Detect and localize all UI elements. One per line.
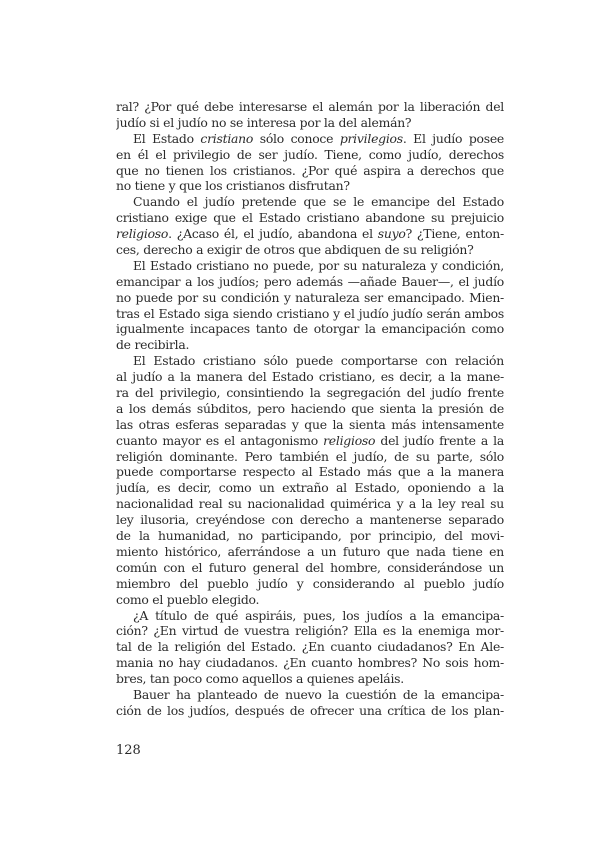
text-line [116, 369, 504, 385]
text-span: no puede por su condición y naturaleza ser emancipado. Mien- [116, 289, 504, 305]
text-line [116, 496, 504, 512]
text-span: ces, derecho a exigir de otros que abdiquen de su religión? [116, 242, 474, 258]
text-line [116, 194, 504, 210]
italic-text: suyo [377, 226, 406, 242]
text-span: como el pueblo elegido. [116, 591, 260, 607]
text-line [116, 385, 504, 401]
text-span: El Estado cristiano no puede, por su naturaleza y condición, [133, 257, 504, 273]
text-span: que no tienen los cristianos. ¿Por qué aspira a derechos que [116, 162, 504, 178]
text-span: al judío a la manera del Estado cristiano, es decir, a la mane- [116, 369, 504, 385]
text-line [116, 480, 504, 496]
italic-text: privilegios [339, 130, 403, 146]
body-text [116, 99, 504, 719]
text-span: judío si el judío no se interesa por la del alemán? [116, 114, 412, 130]
text-span: Cuando el judío pretende que se le emancipe del Estado [133, 194, 504, 210]
text-line [116, 131, 504, 147]
text-line [116, 258, 504, 274]
text-span: a los demás súbditos, pero haciendo que sienta la presión de [116, 400, 504, 416]
text-line [116, 226, 504, 242]
text-line [116, 576, 504, 592]
text-line [116, 592, 504, 608]
text-span: ra del privilegio, consintiendo la segregación del judío frente [116, 385, 504, 401]
text-span: igualmente incapaces tanto de otorgar la emancipación como [116, 321, 504, 337]
text-line [116, 655, 504, 671]
text-span: Bauer ha planteado de nuevo la cuestión de la emancipa- [133, 686, 504, 702]
text-line [116, 337, 504, 353]
italic-text: religioso [323, 432, 376, 448]
text-span: ley ilusoria, creyéndose con derecho a mantenerse separado [116, 512, 504, 528]
text-span: sólo conoce [253, 130, 340, 146]
text-span: del judío frente a la [375, 432, 504, 448]
text-span: común con el futuro general del hombre, considerándose un [116, 559, 504, 575]
text-line [116, 512, 504, 528]
text-span: ral? ¿Por qué debe interesarse el alemán por la liberación del [116, 99, 504, 114]
text-span: ¿A título de qué aspiráis, pues, los judíos a la emancipa- [133, 607, 504, 623]
text-line [116, 242, 504, 258]
text-line [116, 163, 504, 179]
text-span: El Estado [133, 130, 201, 146]
text-line [116, 147, 504, 163]
text-line [116, 560, 504, 576]
text-span: miembro del pueblo judío y considerando al pueblo judío [116, 575, 504, 591]
text-span: . ¿Acaso él, el judío, abandona el [168, 226, 378, 242]
text-span: tras el Estado siga siendo cristiano y el judío judío serán ambos [116, 305, 504, 321]
text-span: no tiene y que los cristianos disfrutan? [116, 178, 350, 194]
italic-text: cristiano [200, 130, 254, 146]
text-line [116, 353, 504, 369]
text-span: de recibirla. [116, 337, 190, 353]
text-line [116, 671, 504, 687]
text-span: ? ¿Tiene, enton- [405, 226, 504, 242]
text-span: de la humanidad, no participando, por principio, del movi- [116, 528, 504, 544]
text-line [116, 274, 504, 290]
text-line [116, 306, 504, 322]
text-span: emancipar a los judíos; pero además —añade Bauer—, el judío [116, 273, 504, 289]
text-span: en él el privilegio de ser judío. Tiene, como judío, derechos [116, 146, 504, 162]
page-number: 128 [116, 743, 141, 758]
text-line [116, 210, 504, 226]
text-line [116, 464, 504, 480]
text-line [116, 321, 504, 337]
text-line [116, 639, 504, 655]
text-span: cristiano exige que el Estado cristiano abandone su prejuicio [116, 210, 504, 226]
text-span: las otras esferas separadas y que la sienta más intensamente [116, 416, 504, 432]
text-line [116, 528, 504, 544]
text-line [116, 433, 504, 449]
text-line [116, 449, 504, 465]
italic-text: religioso [116, 226, 169, 242]
text-line [116, 99, 504, 115]
text-span: mania no hay ciudadanos. ¿En cuanto hombres? No sois hom- [116, 655, 504, 671]
text-line [116, 623, 504, 639]
text-line [116, 401, 504, 417]
text-line [116, 178, 504, 194]
text-span: religión dominante. Pero también el judío, de su parte, sólo [116, 448, 504, 464]
text-span: puede comportarse respecto al Estado más que a la manera [116, 464, 504, 480]
text-span: El Estado cristiano sólo puede comportarse con relación [133, 353, 504, 369]
text-line [116, 544, 504, 560]
text-span: cuanto mayor es el antagonismo [116, 432, 324, 448]
text-span: bres, tan poco como aquellos a quienes apeláis. [116, 671, 404, 687]
text-span: ción de los judíos, después de ofrecer una crítica de los plan- [116, 702, 504, 718]
text-line [116, 703, 504, 719]
text-span: ción? ¿En virtud de vuestra religión? Ella es la enemiga mor- [116, 623, 504, 639]
text-line [116, 115, 504, 131]
text-line [116, 687, 504, 703]
text-span: . El judío posee [402, 130, 504, 146]
text-span: tal de la religión del Estado. ¿En cuanto ciudadanos? En Ale- [116, 639, 504, 655]
text-line [116, 290, 504, 306]
text-span: miento histórico, aferrándose a un futuro que nada tiene en [116, 543, 504, 559]
text-span: nacionalidad real su nacionalidad quimérica y a la ley real su [116, 496, 504, 512]
text-line [116, 608, 504, 624]
text-line [116, 417, 504, 433]
text-span: judía, es decir, como un extraño al Estado, oponiendo a la [116, 480, 504, 496]
